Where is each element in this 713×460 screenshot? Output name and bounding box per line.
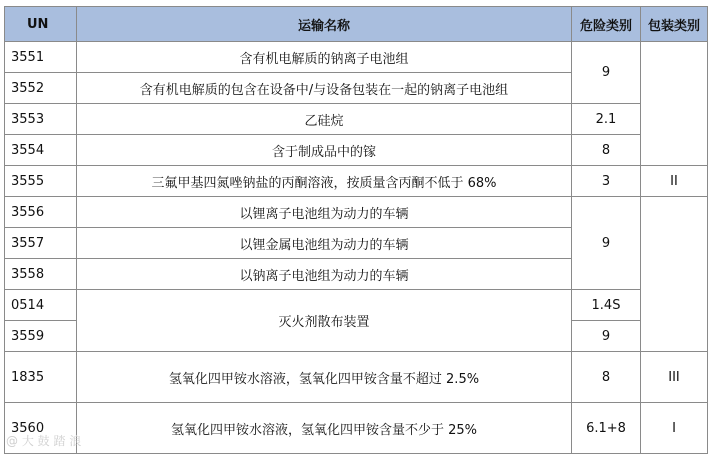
hazard-class: 9	[572, 197, 641, 290]
hazard-class: 8	[572, 135, 641, 166]
packing-group: I	[641, 403, 708, 454]
un-number: 3559	[5, 321, 77, 352]
shipping-name: 三氟甲基四氮唑钠盐的丙酮溶液，按质量含丙酮不低于 68%	[77, 166, 572, 197]
header-packing-group: 包装类别	[641, 7, 708, 42]
table-row	[5, 290, 708, 321]
hazard-class: 8	[572, 352, 641, 403]
table-row	[5, 352, 708, 403]
un-number: 3557	[5, 228, 77, 259]
shipping-name: 含有机电解质的钠离子电池组	[77, 42, 572, 73]
table-row	[5, 166, 708, 197]
un-number: 3556	[5, 197, 77, 228]
packing-group	[641, 197, 708, 352]
hazard-class: 1.4S	[572, 290, 641, 321]
hazard-class: 9	[572, 321, 641, 352]
header-shipping-name: 运输名称	[77, 7, 572, 42]
shipping-name: 以锂金属电池组为动力的车辆	[77, 228, 572, 259]
un-number: 3555	[5, 166, 77, 197]
shipping-name: 以钠离子电池组为动力的车辆	[77, 259, 572, 290]
hazard-class: 3	[572, 166, 641, 197]
packing-group: II	[641, 166, 708, 197]
un-number: 3551	[5, 42, 77, 73]
table-row	[5, 403, 708, 454]
un-number: 1835	[5, 352, 77, 403]
header-row	[5, 7, 708, 42]
un-number: 3553	[5, 104, 77, 135]
hazard-class: 9	[572, 42, 641, 104]
shipping-name: 含于制成品中的镓	[77, 135, 572, 166]
shipping-name: 灭火剂散布装置	[77, 290, 572, 352]
watermark: @ 大 鼓 踏 浪	[6, 434, 82, 448]
un-number: 3554	[5, 135, 77, 166]
header-un: UN	[5, 7, 77, 42]
un-number: 3558	[5, 259, 77, 290]
shipping-name: 含有机电解质的包含在设备中/与设备包装在一起的钠离子电池组	[77, 73, 572, 104]
table-row	[5, 104, 708, 135]
shipping-name: 乙硅烷	[77, 104, 572, 135]
header-hazard-class: 危险类别	[572, 7, 641, 42]
un-number: 3560	[5, 403, 77, 454]
packing-group	[641, 42, 708, 166]
hazard-class: 2.1	[572, 104, 641, 135]
shipping-name: 氢氧化四甲铵水溶液，氢氧化四甲铵含量不少于 25%	[77, 403, 572, 454]
table-row	[5, 197, 708, 228]
un-number: 0514	[5, 290, 77, 321]
table-row	[5, 135, 708, 166]
un-number: 3552	[5, 73, 77, 104]
shipping-name: 以锂离子电池组为动力的车辆	[77, 197, 572, 228]
shipping-name: 氢氧化四甲铵水溶液，氢氧化四甲铵含量不超过 2.5%	[77, 352, 572, 403]
table-row	[5, 42, 708, 73]
packing-group: III	[641, 352, 708, 403]
dangerous-goods-table	[4, 6, 708, 454]
hazard-class: 6.1+8	[572, 403, 641, 454]
